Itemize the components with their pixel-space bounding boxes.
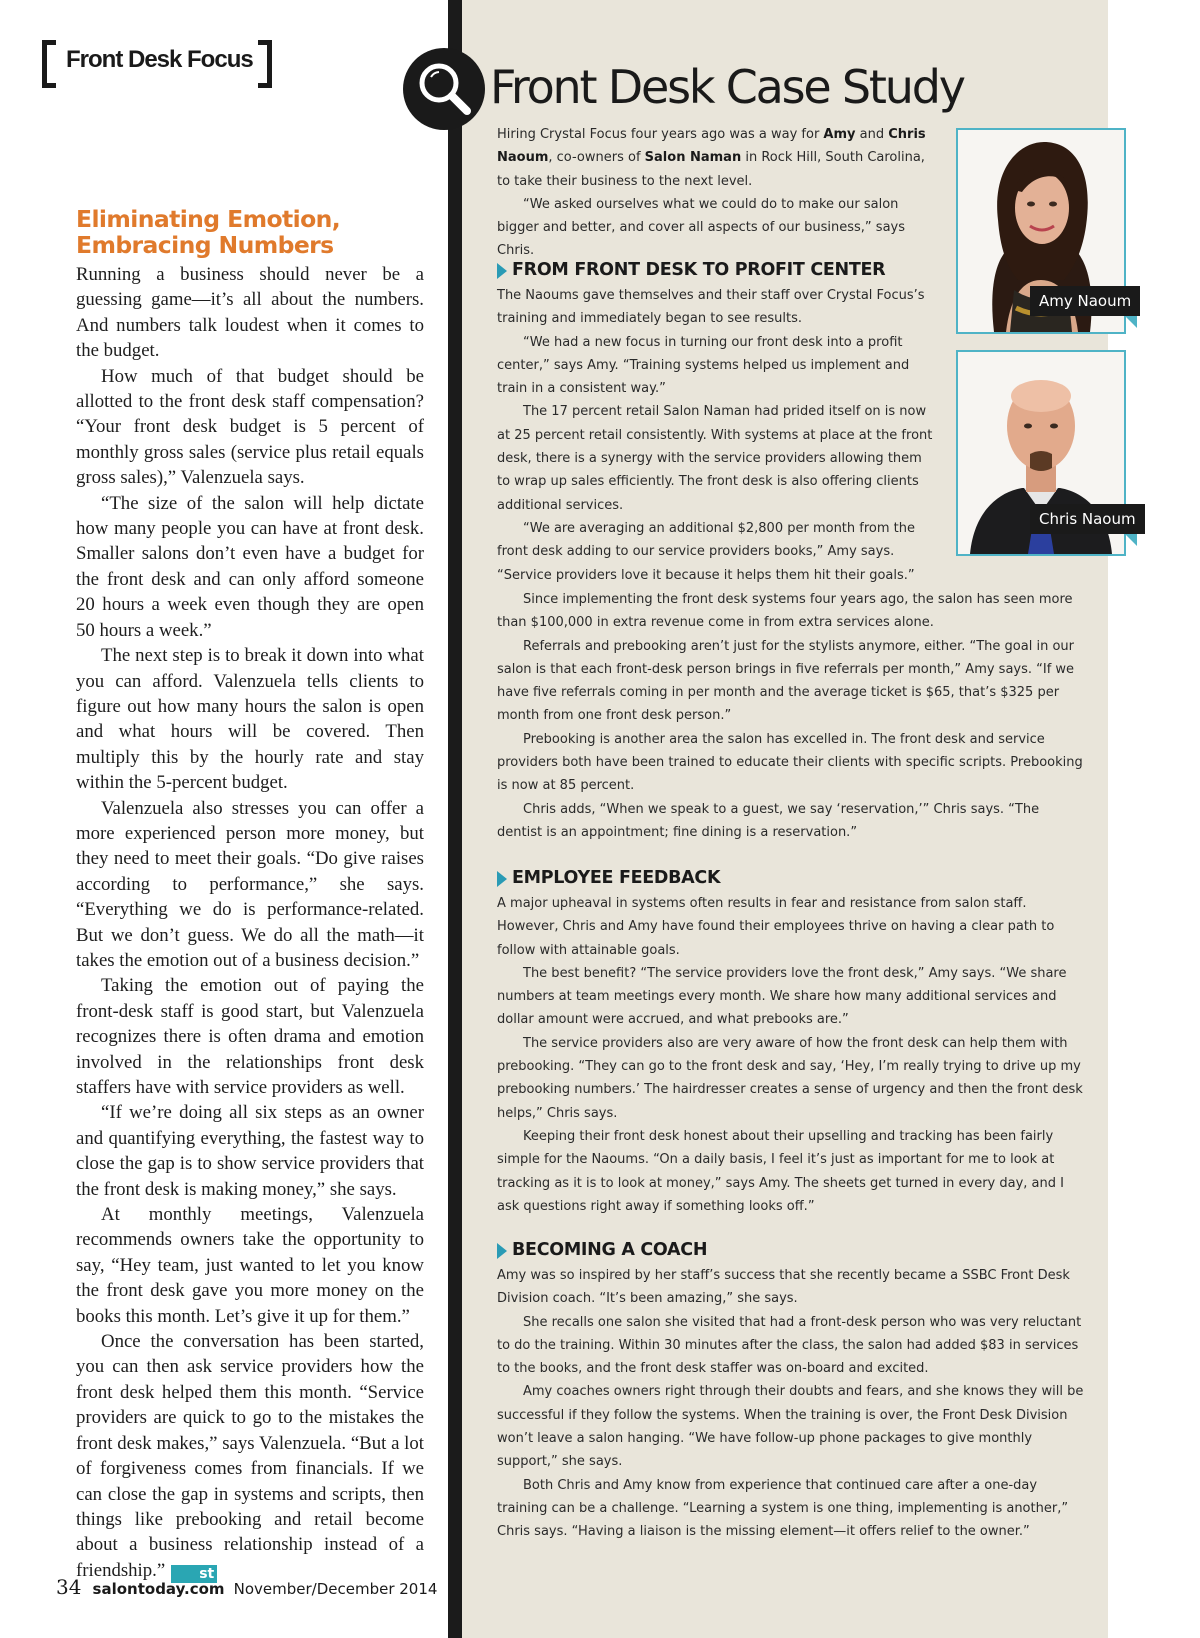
section-label [42,40,272,88]
footer-issue: November/December 2014 [233,1580,438,1598]
section-paragraph: The service providers also are very aware of how the front desk can help them with prebooking. “They can go to the front desk and say, ‘Hey, I’m really trying to drive up my prebooking numbers.’ The hairdresser creates a sense of urgency and then the front desk helps,” Chris says. [497,1035,1083,1121]
triangle-bullet-icon [497,871,507,887]
section-heading [497,258,937,284]
section-paragraph: Prebooking is another area the salon has excelled in. The front desk and service providers both have been trained to educate their clients with specific scripts. Prebooking is now at 85 percent. [497,731,1083,794]
salon-name: Salon Naman [644,150,742,166]
section-paragraph: The Naoums gave themselves and their staff over Crystal Focus’s training and immediately began to see results. [497,288,925,327]
section-paragraph: She recalls one salon she visited that had a front-desk person who was very reluctant to do the training. Within 30 minutes after the class, the salon had added $83 in services to the books, and the front desk staffer was on-board and excited. [497,1314,1082,1377]
article-last-paragraph [76,1329,424,1583]
section-profit-center [497,258,937,587]
section-paragraph: The 17 percent retail Salon Naman had prided itself on is now at 25 percent retail consistently. With systems at place at the front desk, there is a synergy with the service providers allowing them to wrap up sales efficiently. The front desk is also offering clients additional services. [497,404,933,513]
section-label-text: Front Desk Focus [66,46,253,73]
section-paragraph: “We had a new focus in turning our front desk into a profit center,” says Amy. “Training systems helped us implement and train in a consistent way.” [497,334,910,397]
bracket-left [42,40,56,88]
footer-site: salontoday.com [92,1580,225,1598]
article-paragraph: “The size of the salon will help dictate how many people you can have at front desk. Smaller salons don’t even have a budget for the front desk and can only afford someone 20 hours a week even though they are open 50 hours a week.” [76,492,424,641]
section-paragraph: “We are averaging an additional $2,800 per month from the front desk adding to our service providers books,” Amy says. “Service providers love it because it helps them hit their goals.” [497,520,915,583]
section-heading-text: BECOMING A COACH [512,1240,708,1261]
left-article [76,206,424,1583]
bracket-right [258,40,272,88]
article-paragraph: The next step is to break it down into what you can afford. Valenzuela tells clients to figure out how many hours the salon is open and what hours will be covered. Then multiply this by the hourly rate and stay within the 5-percent budget. [76,645,424,794]
section-paragraph: Amy coaches owners right through their doubts and fears, and she knows they will be successful if they follow the systems. When the training is over, the Front Desk Division won’t leave a salon hanging. “We have follow-up phone packages to give monthly support,” she says. [497,1384,1084,1470]
end-mark-logo: st [171,1565,217,1583]
intro-text: , co-owners of [548,150,645,166]
triangle-bullet-icon [497,263,507,279]
section-paragraph: Chris adds, “When we speak to a guest, we say ‘reservation,’” Chris says. “The dentist is an appointment; fine dining is a reservation.” [497,801,1040,840]
name-chris: Chris Naoum [497,127,926,166]
name-amy: Amy [823,127,856,142]
section-paragraph: Amy was so inspired by her staff’s success that she recently became a SSBC Front Desk Division coach. “It’s been amazing,” she says. [497,1268,1070,1307]
section-paragraph: Keeping their front desk honest about their upselling and tracking has been fairly simple for the Naoums. “On a daily basis, I feel it’s just as important for me to look at tracking as it is to look at money,” says Amy. The sheets get turned in every day, and I ask questions right away if something looks off.” [497,1128,1064,1214]
article-paragraph: “If we’re doing all six steps as an owner and quantifying everything, the fastest way to close the gap is to show service providers that the front desk is making money,” she says. [76,1102,424,1200]
section-heading [497,1238,1085,1264]
heading-line-2: Embracing Numbers [76,231,334,259]
triangle-bullet-icon [497,1243,507,1259]
section-paragraph: Referrals and prebooking aren’t just for the stylists anymore, either. “The goal in our salon is that each front-desk person brings in five referrals per month,” Amy says. “If we have five referrals coming in per month and the average ticket is $65, that’s $325 per month from one front desk person.” [497,638,1075,724]
section-employee-feedback [497,866,1085,1218]
caption-corner-accent [1125,534,1137,546]
section-heading-text: FROM FRONT DESK TO PROFIT CENTER [512,260,886,281]
case-study-title: Front Desk Case Study [490,60,964,114]
article-paragraph: How much of that budget should be allotted to the front desk staff compensation? “Your front desk budget is 5 percent of monthly gross sales (service plus retail equals gross sales),” Valenzuela says. [76,365,424,489]
section-becoming-coach [497,1238,1085,1544]
section-heading [497,866,1085,892]
section-heading-text: EMPLOYEE FEEDBACK [512,868,721,889]
page-footer [56,1575,437,1599]
column-divider-bar [448,0,462,1638]
intro-paragraph [497,123,937,193]
page-number: 34 [56,1575,82,1599]
intro-text: in Rock Hill, South Carolina, to take their business to the next level. [497,150,925,189]
intro-text: Hiring Crystal Focus four years ago was a way for [497,127,824,142]
intro-paragraph: “We asked ourselves what we could do to make our salon bigger and better, and cover all aspects of our business,” says Chris. [497,196,906,259]
article-paragraph: Taking the emotion out of paying the front-desk staff is good start, but Valenzuela recognizes there is often drama and emotion involved in the relationships front desk staffers have with service providers as well. [76,975,424,1098]
section-paragraph: Both Chris and Amy know from experience that continued care after a one-day training can be a challenge. “Learning a system is one thing, implementing is another,” Chris says. “Having a liaison is the missing element—it offers relief to the owner.” [497,1477,1069,1540]
case-study-intro [497,123,937,263]
section-paragraph: The best benefit? “The service providers love the front desk,” Amy says. “We share numbers at team meetings every month. We share how many additional services and dollar amount were accrued, and what prebooks are.” [497,965,1067,1028]
section-paragraph: Since implementing the front desk systems four years ago, the salon has seen more than $100,000 in extra revenue come in from extra services alone. [497,592,1073,631]
heading-line-1: Eliminating Emotion, [76,205,341,233]
article-paragraph-text: Once the conversation has been started, you can then ask service providers how the front desk helped them this month. “Service providers are quick to go to the mistakes the front desk makes,” says Valenzuela. “But a lot of forgiveness comes from financials. If we can close the gap in systems and scripts, then things like prebooking and retail become about a business relationship instead of a friendship.” [76,1331,424,1581]
magnifier-icon [402,47,486,131]
left-article-heading [76,206,424,258]
intro-text: and [855,127,889,142]
article-paragraph: Valenzuela also stresses you can offer a more experienced person more money, but they need to meet their goals. “Do give raises according to performance,” she says. “Everything we do is performance-related. But we don’t guess. We do all the math—it takes the emotion out of a business decision.” [76,797,424,971]
photo-caption-amy: Amy Naoum [1030,286,1140,316]
section-profit-center-cont [497,588,1085,844]
caption-corner-accent [1125,316,1137,328]
section-paragraph: A major upheaval in systems often results in fear and resistance from salon staff. However, Chris and Amy have found their employees thrive on having a clear path to follow with attainable goals. [497,896,1055,958]
article-paragraph: At monthly meetings, Valenzuela recommends owners take the opportunity to say, “Hey team, just wanted to let you know the front desk gave you more money on the books this month. Let’s give it up for them.” [76,1204,424,1327]
photo-caption-chris: Chris Naoum [1030,504,1145,534]
article-paragraph: Running a business should never be a guessing game—it’s all about the numbers. And numbers talk loudest when it comes to the budget. [76,264,424,362]
